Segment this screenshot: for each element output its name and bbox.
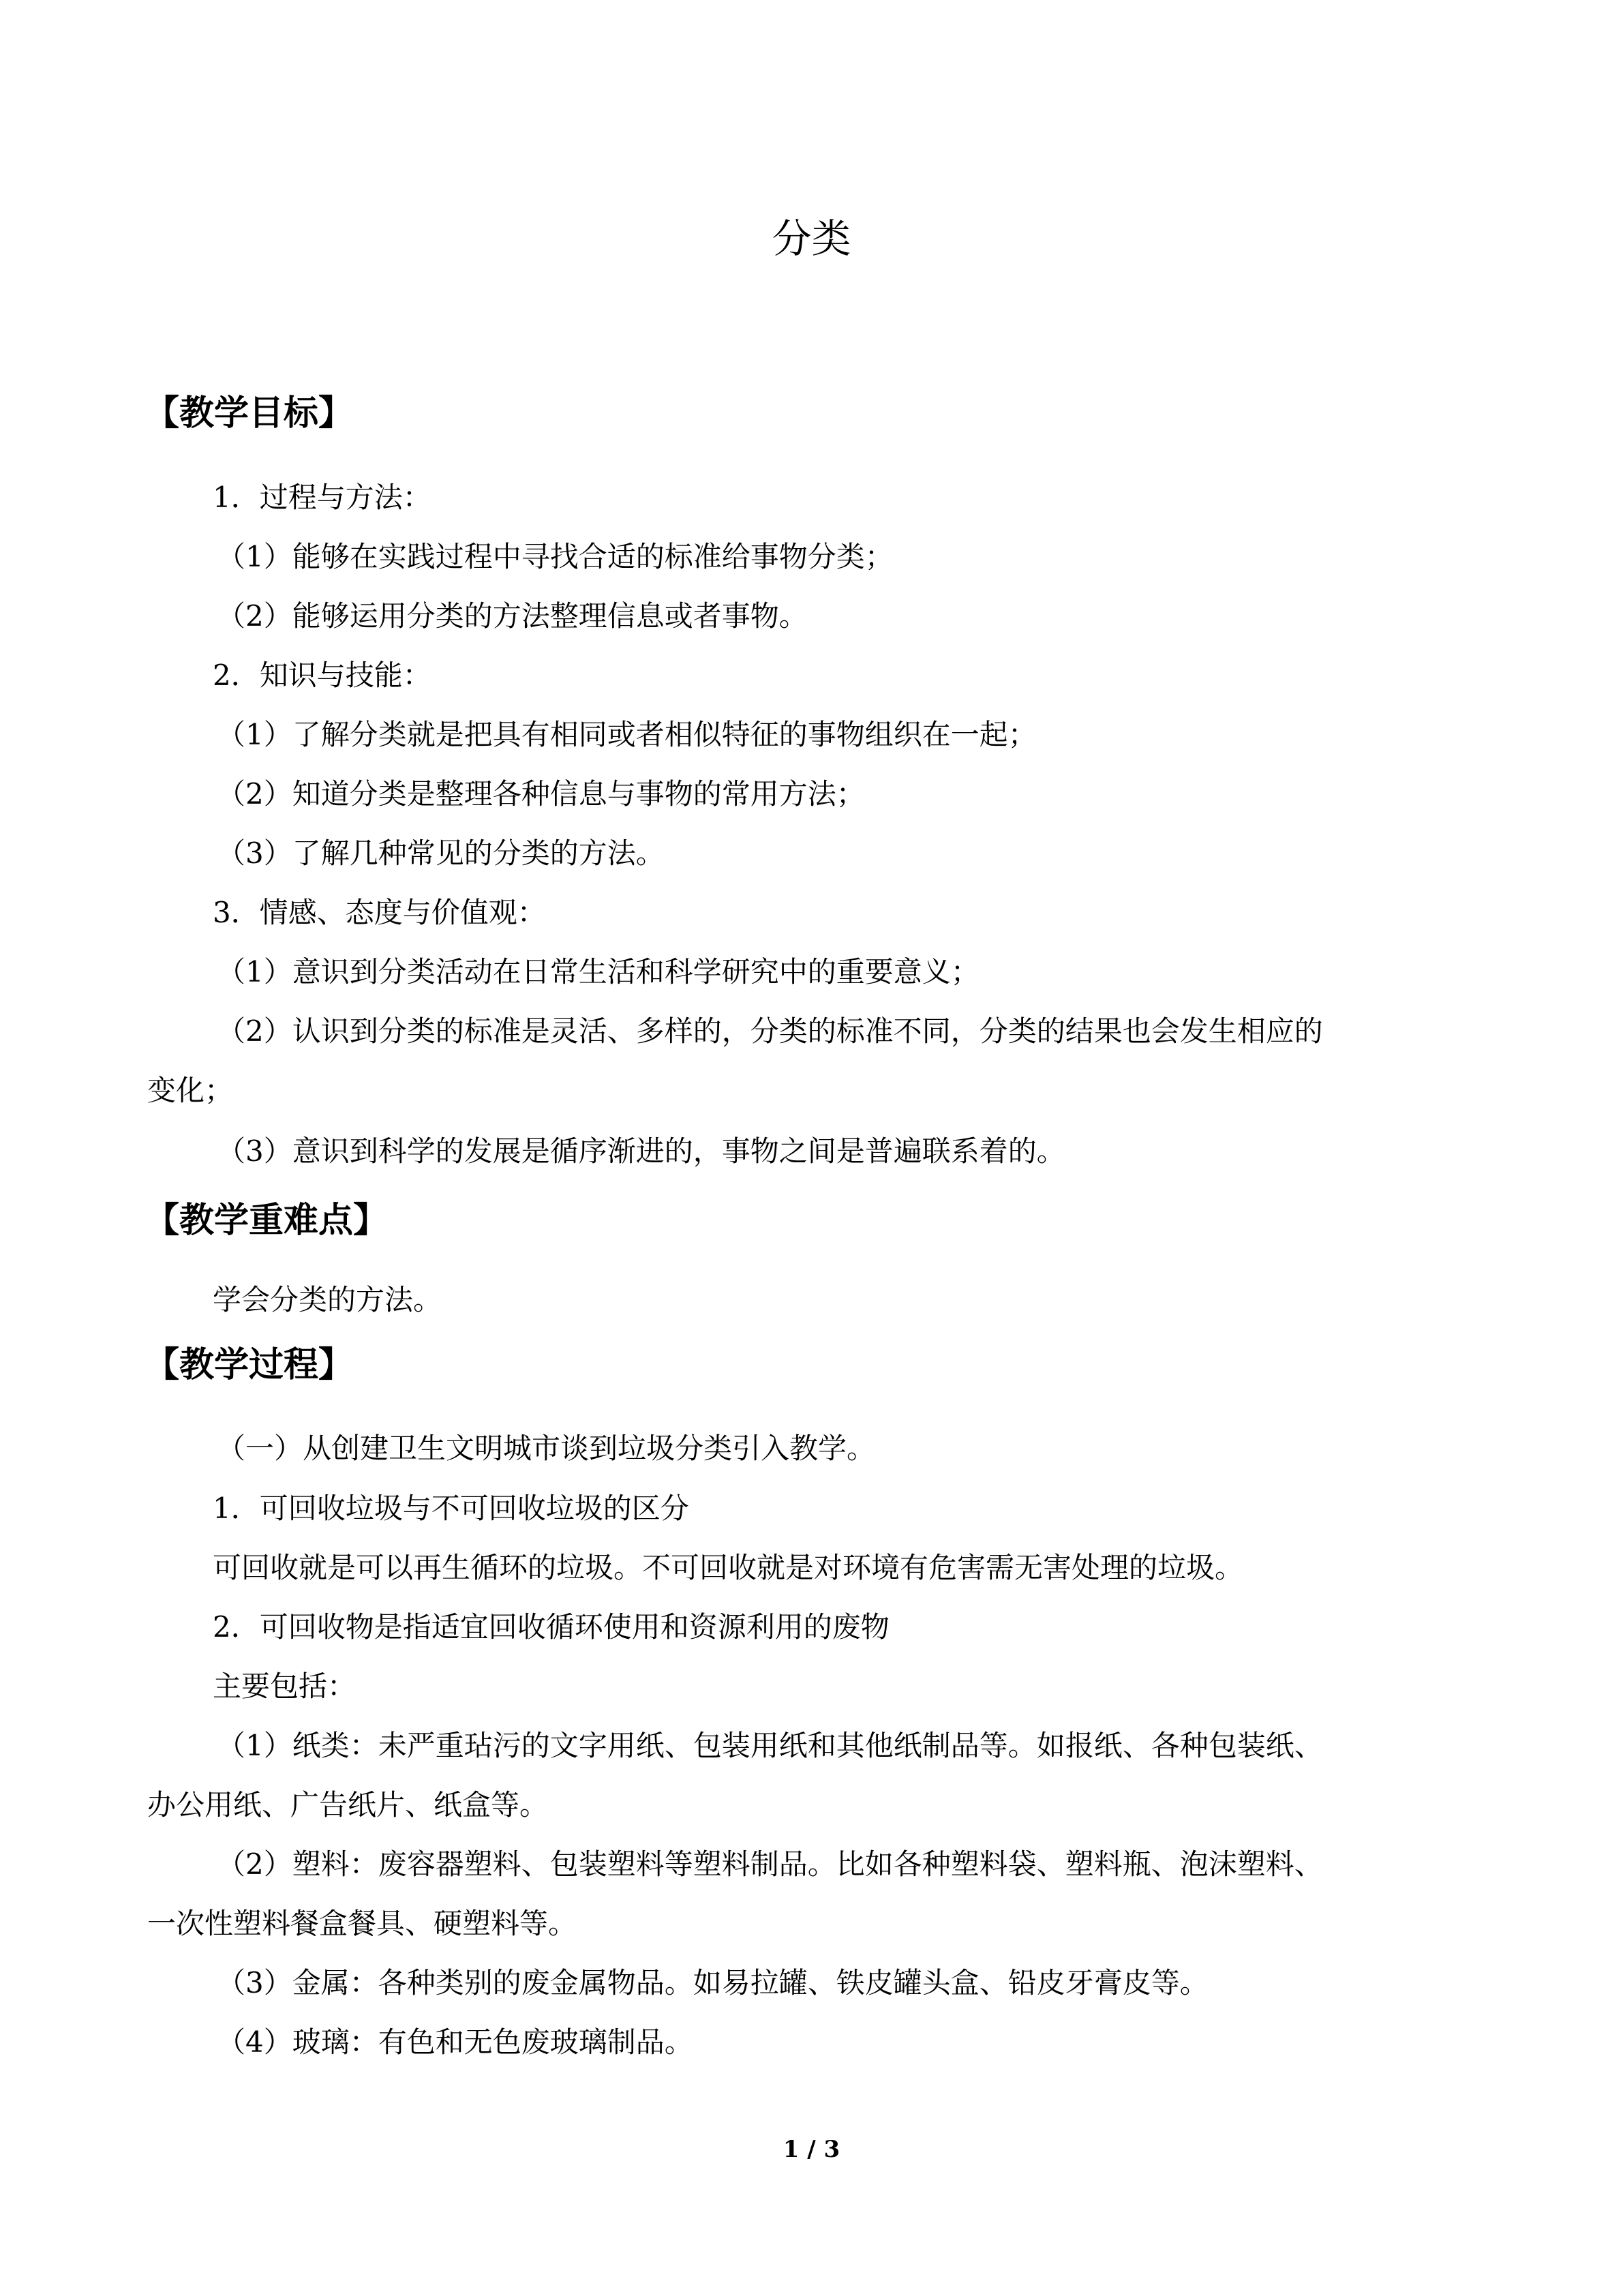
objective-line: （2）知道分类是整理各种信息与事物的常用方法； bbox=[217, 777, 865, 811]
objective-line: 2．知识与技能： bbox=[213, 659, 431, 692]
objective-line: （1）能够在实践过程中寻找合适的标准给事物分类； bbox=[217, 540, 894, 573]
objective-line: （2）认识到分类的标准是灵活、多样的，分类的标准不同，分类的结果也会发生相应的 bbox=[217, 1014, 1323, 1048]
objective-line: 1．过程与方法： bbox=[213, 481, 431, 514]
objective-line: （1）意识到分类活动在日常生活和科学研究中的重要意义； bbox=[217, 955, 980, 988]
process-line: （1）纸类：未严重玷污的文字用纸、包装用纸和其他纸制品等。如报纸、各种包装纸、 bbox=[217, 1729, 1323, 1762]
process-line: 2．可回收物是指适宜回收循环使用和资源利用的废物 bbox=[213, 1610, 890, 1644]
objective-line: 变化； bbox=[147, 1074, 234, 1107]
objective-line: （3）意识到科学的发展是循序渐进的，事物之间是普遍联系着的。 bbox=[217, 1134, 1065, 1168]
objective-line: 3．情感、态度与价值观： bbox=[213, 896, 546, 929]
process-line: 一次性塑料餐盒餐具、硬塑料等。 bbox=[147, 1907, 577, 1940]
page-title: 分类 bbox=[772, 215, 851, 262]
section-heading-key-points: 【教学重难点】 bbox=[145, 1200, 389, 1241]
process-line: 办公用纸、广告纸片、纸盒等。 bbox=[147, 1788, 549, 1822]
section-heading-objectives: 【教学目标】 bbox=[145, 393, 354, 434]
objective-line: （3）了解几种常见的分类的方法。 bbox=[217, 836, 665, 870]
process-line: （3）金属：各种类别的废金属物品。如易拉罐、铁皮罐头盒、铅皮牙膏皮等。 bbox=[217, 1966, 1209, 1999]
objective-line: （2）能够运用分类的方法整理信息或者事物。 bbox=[217, 599, 808, 633]
process-line: （2）塑料：废容器塑料、包装塑料等塑料制品。比如各种塑料袋、塑料瓶、泡沫塑料、 bbox=[217, 1847, 1323, 1881]
section-heading-process: 【教学过程】 bbox=[145, 1345, 354, 1385]
objective-line: （1）了解分类就是把具有相同或者相似特征的事物组织在一起； bbox=[217, 718, 1037, 751]
process-line: 主要包括： bbox=[213, 1670, 357, 1703]
process-line: （4）玻璃：有色和无色废玻璃制品。 bbox=[217, 2025, 693, 2059]
page-number: 1 / 3 bbox=[783, 2136, 840, 2163]
process-line: 可回收就是可以再生循环的垃圾。不可回收就是对环境有危害需无害处理的垃圾。 bbox=[213, 1551, 1244, 1584]
process-line: （一）从创建卫生文明城市谈到垃圾分类引入教学。 bbox=[217, 1432, 876, 1465]
key-point-line: 学会分类的方法。 bbox=[213, 1283, 442, 1316]
process-line: 1．可回收垃圾与不可回收垃圾的区分 bbox=[213, 1492, 689, 1525]
